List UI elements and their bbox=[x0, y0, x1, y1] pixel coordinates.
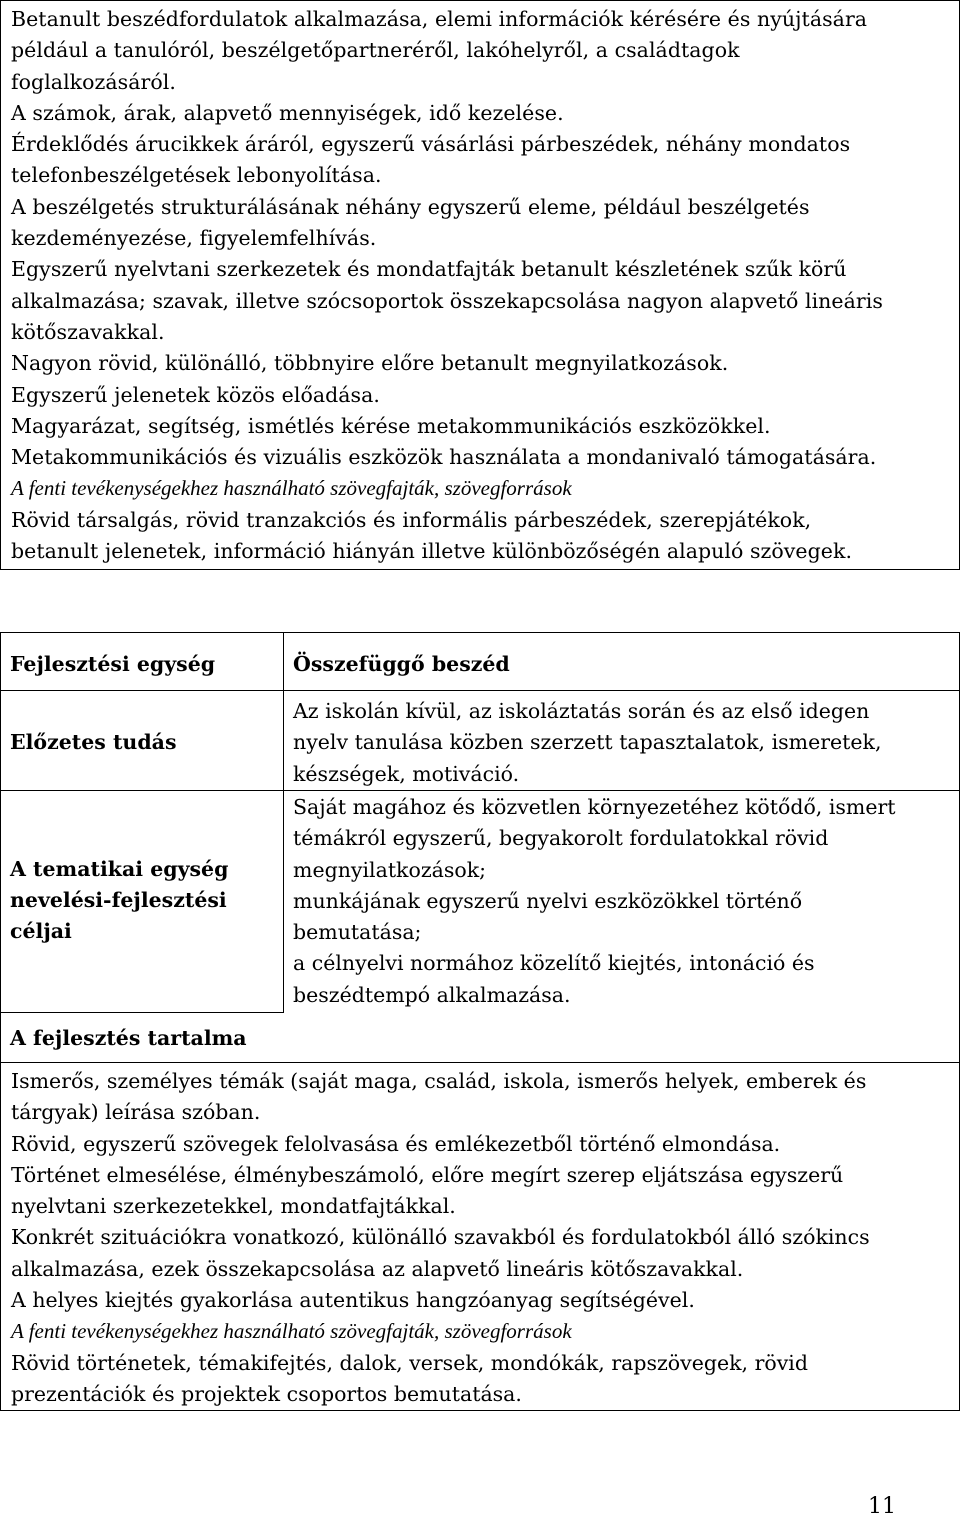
unit-label: Fejlesztési egység bbox=[10, 652, 216, 676]
text-line: telefonbeszélgetések lebonyolítása. bbox=[11, 163, 382, 188]
text-line: Betanult beszédfordulatok alkalmazása, elemi információk kérésére és nyújtására bbox=[11, 7, 868, 31]
text-line: A helyes kiejtés gyakorlása autentikus hangzóanyag segítségével. bbox=[11, 1288, 695, 1313]
text-line: Rövid társalgás, rövid tranzakciós és informális párbeszédek, szerepjátékok, bbox=[11, 507, 812, 532]
text-line: Rövid, egyszerű szövegek felolvasása és emlékezetből történő elmondása. bbox=[11, 1131, 781, 1156]
text-line: Egyszerű jelenetek közös előadása. bbox=[11, 382, 380, 407]
text-line: Érdeklődés árucikkek áráról, egyszerű vásárlási párbeszédek, néhány mondatos bbox=[11, 132, 851, 157]
text-line: készségek, motiváció. bbox=[293, 761, 520, 786]
text-line: nyelv tanulása közben szerzett tapasztalatok, ismeretek, bbox=[293, 730, 882, 755]
text-types-heading: A fenti tevékenységekhez használható szövegfajták, szövegforrások bbox=[11, 1319, 572, 1344]
table-border bbox=[283, 632, 284, 1012]
text-line: például a tanulóról, beszélgetőpartneréről, lakóhelyről, a családtagok bbox=[11, 38, 740, 63]
table-border bbox=[0, 632, 1, 1062]
text-line: Egyszerű nyelvtani szerkezetek és mondatfajták betanult készletének szűk körű bbox=[11, 257, 847, 282]
activities-box bbox=[0, 0, 960, 570]
prior-knowledge-label: Előzetes tudás bbox=[10, 730, 177, 754]
goals-label-line: nevelési-fejlesztési bbox=[10, 888, 227, 912]
text-line: Konkrét szituációkra vonatkozó, különálló szavakból és fordulatokból álló szókincs bbox=[11, 1225, 870, 1250]
table-border bbox=[0, 632, 960, 633]
text-line: Metakommunikációs és vizuális eszközök használata a mondanivaló támogatására. bbox=[11, 445, 877, 470]
text-line: A beszélgetés strukturálásának néhány egyszerű eleme, például beszélgetés bbox=[11, 194, 810, 219]
text-line: betanult jelenetek, információ hiányán illetve különbözőségén alapuló szövegek. bbox=[11, 539, 853, 564]
text-line: témákról egyszerű, begyakorolt fordulatokkal rövid bbox=[293, 826, 829, 851]
table-border bbox=[0, 1012, 284, 1013]
text-line: A számok, árak, alapvető mennyiségek, idő kezelése. bbox=[11, 100, 564, 125]
goals-label-line: céljai bbox=[10, 919, 72, 943]
text-line: nyelvtani szerkezetekkel, mondatfajtákkal. bbox=[11, 1194, 456, 1219]
unit-value: Összefüggő beszéd bbox=[293, 652, 510, 676]
text-line: kezdeményezése, figyelemfelhívás. bbox=[11, 226, 377, 251]
text-line: bemutatása; bbox=[293, 920, 422, 945]
text-line: Magyarázat, segítség, ismétlés kérése metakommunikációs eszközökkel. bbox=[11, 413, 771, 438]
goals-label-line: A tematikai egység bbox=[10, 857, 229, 881]
text-line: foglalkozásáról. bbox=[11, 69, 176, 94]
text-line: Ismerős, személyes témák (saját maga, család, iskola, ismerős helyek, emberek és bbox=[11, 1069, 867, 1093]
text-line: alkalmazása; szavak, illetve szócsoportok összekapcsolása nagyon alapvető lineáris bbox=[11, 288, 883, 313]
text-line: tárgyak) leírása szóban. bbox=[11, 1100, 261, 1125]
content-label: A fejlesztés tartalma bbox=[10, 1026, 247, 1050]
page-number: 11 bbox=[868, 1494, 896, 1519]
text-line: Saját magához és közvetlen környezetéhez kötődő, ismert bbox=[293, 795, 896, 819]
text-line: prezentációk és projektek csoportos bemutatása. bbox=[11, 1381, 522, 1406]
text-types-heading: A fenti tevékenységekhez használható szövegfajták, szövegforrások bbox=[11, 476, 572, 501]
text-line: Nagyon rövid, különálló, többnyire előre betanult megnyilatkozások. bbox=[11, 351, 729, 376]
table-border bbox=[0, 790, 960, 791]
text-line: munkájának egyszerű nyelvi eszközökkel történő bbox=[293, 888, 803, 913]
text-line: Az iskolán kívül, az iskoláztatás során és az első idegen bbox=[293, 699, 870, 723]
table-border bbox=[0, 690, 960, 691]
prior-knowledge-text bbox=[293, 696, 953, 790]
activities-list bbox=[11, 4, 959, 473]
text-line: alkalmazása, ezek összekapcsolása az alapvető lineáris kötőszavakkal. bbox=[11, 1256, 744, 1281]
text-line: a célnyelvi normához közelítő kiejtés, intonáció és bbox=[293, 951, 815, 976]
goals-label bbox=[10, 854, 228, 947]
goals-text bbox=[293, 792, 953, 1011]
text-line: Történet elmesélése, élménybeszámoló, előre megírt szerep eljátszása egyszerű bbox=[11, 1162, 844, 1187]
text-line: Rövid történetek, témakifejtés, dalok, versek, mondókák, rapszövegek, rövid bbox=[11, 1350, 808, 1375]
text-line: beszédtempó alkalmazása. bbox=[293, 982, 571, 1007]
text-line: megnyilatkozások; bbox=[293, 857, 487, 882]
content-box bbox=[0, 1062, 960, 1411]
text-line: kötőszavakkal. bbox=[11, 319, 165, 344]
